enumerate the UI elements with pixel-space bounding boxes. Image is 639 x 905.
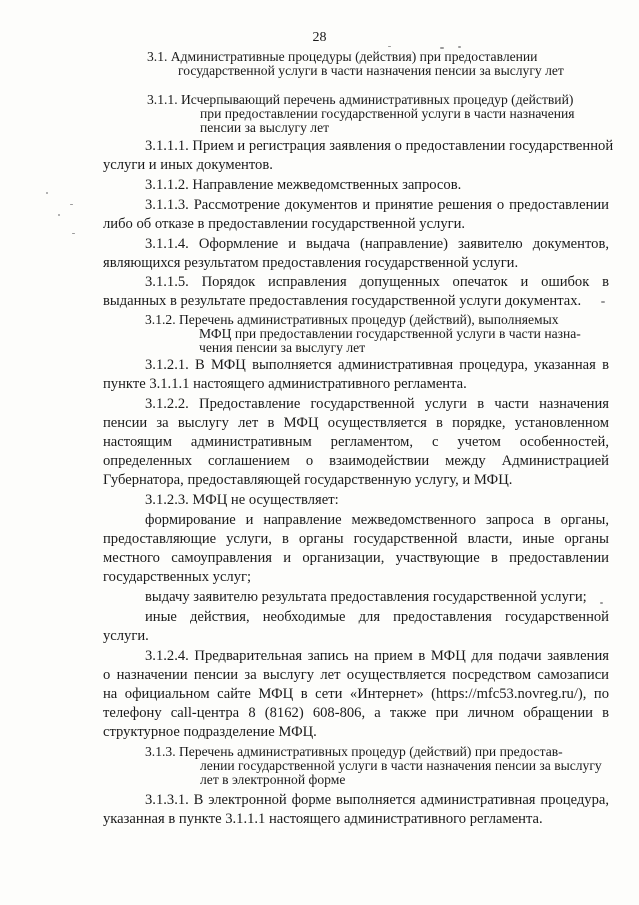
paragraph-line: телефону call-центра 8 (8162) 608-806, а также при личном обращении в [103,705,609,721]
paragraph-line: пункте 3.1.1.1 настоящего административного регламента. [103,376,467,392]
paragraph-line: 3.1.1.3. Рассмотрение документов и принятие решения о предоставлении [145,197,609,213]
scan-speck [46,192,48,194]
paragraph-line: 3.1.2.4. Предварительная запись на прием в МФЦ для подачи заявления [145,648,609,664]
heading-line: государственной услуги в части назначения пенсии за выслугу лет [178,63,564,78]
paragraph-line: либо об отказе в предоставлении государственной услуги. [103,216,466,232]
paragraph-line: услуги. [103,628,149,644]
paragraph-line: 3.1.1.4. Оформление и выдача (направление) заявителю документов, [145,236,609,252]
paragraph-line: формирование и направление межведомственного запроса в органы, [145,512,609,528]
paragraph-line: структурное подразделение МФЦ. [103,724,317,740]
scan-speck [58,214,60,216]
page-number: 28 [312,30,327,45]
paragraph-line: настоящим административным регламентом, с учетом особенностей, [103,434,609,450]
paragraph-line: указанная в пункте 3.1.1.1 настоящего административного регламента. [103,811,543,827]
heading-line: 3.1.3. Перечень административных процедур (действий) при предостав- [145,744,563,759]
paragraph-line: выданных в результате предоставления государственной услуги документах. [103,293,582,309]
paragraph-line: выдачу заявителю результата предоставления государственной услуги; [145,589,587,605]
paragraph-line: 3.1.3.1. В электронной форме выполняется административная процедура, [145,792,609,808]
heading-line: 3.1.2. Перечень административных процедур (действий), выполняемых [145,312,559,327]
paragraph-line: иные действия, необходимые для предоставления государственной [145,609,609,625]
paragraph-line: на официальном сайте МФЦ в сети «Интернет» (https://mfc53.novreg.ru/), по [103,686,609,702]
paragraph-line: 3.1.2.2. Предоставление государственной услуги в части назначения [145,396,609,412]
paragraph-line: местного самоуправления и организации, участвующие в предоставлении [103,550,609,566]
heading-line: лет в электронной форме [200,772,346,787]
scan-speck [72,233,75,234]
heading-line: пенсии за выслугу лет [200,120,330,135]
scan-speck [388,46,391,47]
paragraph-line: 3.1.2.3. МФЦ не осуществляет: [145,492,339,508]
scan-speck [70,204,73,205]
scan-speck [601,301,605,303]
paragraph-line: 3.1.1.5. Порядок исправления допущенных опечаток и ошибок в [145,274,609,290]
heading-line: МФЦ при предоставлении государственной услуги в части назна- [199,326,581,341]
heading-line: лении государственной услуги в части назначения пенсии за выслугу [200,758,602,773]
paragraph-line: определенных соглашением о взаимодействии между Администрацией [103,453,609,469]
paragraph-line: о назначении пенсии за выслугу лет осуществляется посредством самозаписи [103,667,609,683]
paragraph-line: Губернатора, предоставляющей государственную услугу, и МФЦ. [103,472,513,488]
heading-line: 3.1.1. Исчерпывающий перечень административных процедур (действий) [147,92,574,107]
paragraph-line: услуги и иных документов. [103,157,273,173]
heading-line: 3.1. Административные процедуры (действия) при предоставлении [147,49,538,64]
paragraph-line: 3.1.2.1. В МФЦ выполняется административная процедура, указанная в [145,357,609,373]
scan-speck [600,602,603,604]
scan-speck [440,47,444,49]
heading-line: чения пенсии за выслугу лет [199,340,366,355]
paragraph-line: 3.1.1.1. Прием и регистрация заявления о предоставлении государственной [145,138,614,154]
paragraph-line: предоставляющие услуги, в органы государственной власти, иные органы [103,531,609,547]
paragraph-line: государственных услуг; [103,569,252,585]
paragraph-line: 3.1.1.2. Направление межведомственных запросов. [145,177,462,193]
paragraph-line: являющихся результатом предоставления государственной услуги. [103,255,519,271]
paragraph-line: пенсии за выслугу лет в МФЦ осуществляется в порядке, установленном [103,415,609,431]
scan-speck [458,46,461,48]
heading-line: при предоставлении государственной услуги в части назначения [200,106,575,121]
